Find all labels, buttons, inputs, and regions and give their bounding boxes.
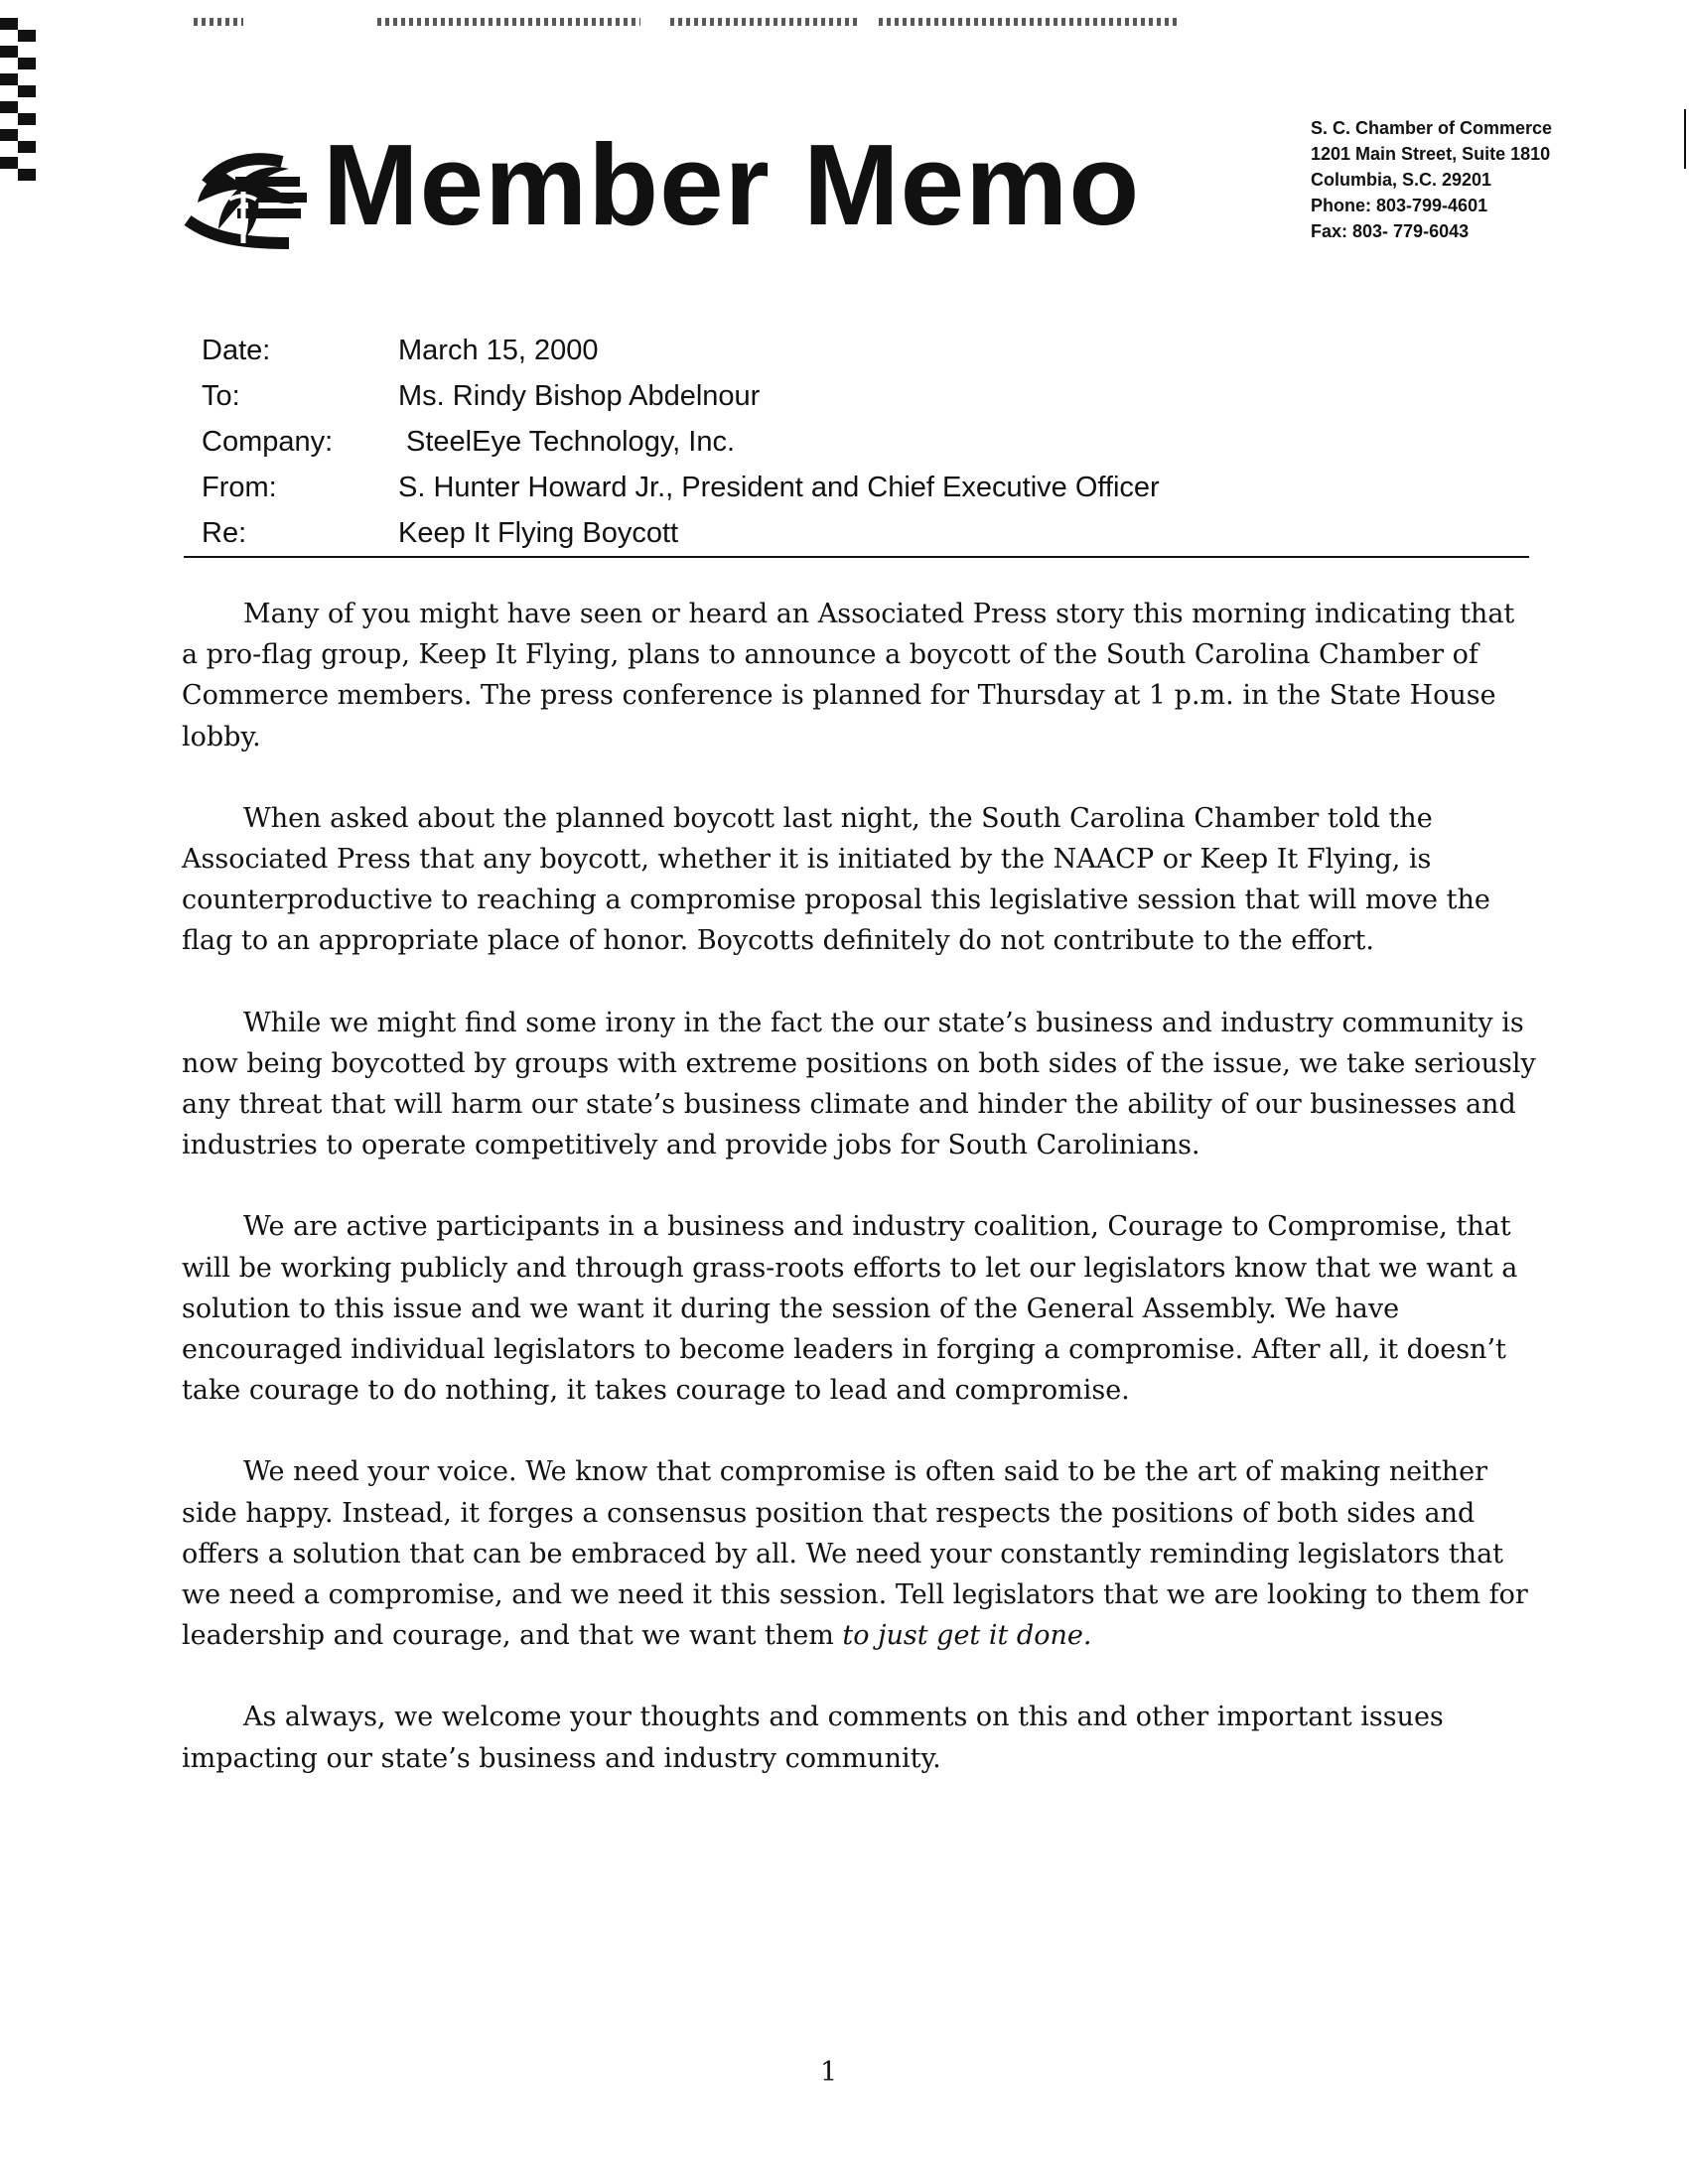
memo-body — [182, 594, 1537, 1820]
organization-name: S. C. Chamber of Commerce — [1311, 118, 1553, 138]
body-paragraph-6: As always, we welcome your thoughts and comments on this and other important issues impacting our state’s business and industry community. — [182, 1702, 1444, 1774]
right-edge-mark — [1684, 109, 1686, 169]
page-number: 1 — [820, 2057, 838, 2088]
to-value: Ms. Rindy Bishop Abdelnour — [398, 380, 761, 412]
body-paragraph-4: We are active participants in a business and industry coalition, Courage to Compromise, that will be working publicly and through grass-roots efforts to let our legislators know that we want a solution to this issue and we want it during the session of the General Assembly. We have encouraged individual legislators to become leaders in forging a compromise. After all, it doesn’t take courage to do nothing, it takes courage to lead and compromise. — [182, 1211, 1518, 1407]
organization-city: Columbia, S.C. 29201 — [1311, 170, 1492, 190]
fax-header-strip — [194, 8, 1206, 36]
date-value: March 15, 2000 — [398, 335, 599, 366]
chamber-address-block — [1311, 115, 1609, 244]
re-label: Re: — [202, 517, 247, 549]
body-paragraph-1: Many of you might have seen or heard an Associated Press story this morning indicating that a pro-flag group, Keep It Flying, plans to announce a boycott of the South Carolina Chamber of Commerce members. The press conference is planned for Thursday at 1 p.m. in the State House lobby. — [182, 599, 1515, 752]
member-memo-title: Member Memo — [323, 120, 1141, 249]
organization-fax: Fax: 803- 779-6043 — [1311, 221, 1470, 241]
organization-street: 1201 Main Street, Suite 1810 — [1311, 144, 1551, 164]
palmetto-logo-icon — [182, 144, 309, 253]
body-paragraph-5 — [182, 1451, 1537, 1656]
from-value: S. Hunter Howard Jr., President and Chief Executive Officer — [398, 472, 1160, 503]
date-label: Date: — [202, 335, 271, 366]
memo-header-divider — [184, 556, 1529, 558]
company-value: SteelEye Technology, Inc. — [406, 426, 736, 458]
company-label: Company: — [202, 426, 334, 458]
organization-phone: Phone: 803-799-4601 — [1311, 196, 1488, 215]
from-label: From: — [202, 472, 277, 503]
re-value: Keep It Flying Boycott — [398, 517, 679, 549]
body-paragraph-5-text: We need your voice. We know that compromise is often said to be the art of making neither side happy. Instead, it forges a consensus position that respects the positions of both sides and offers a solution that can be embraced by all. We need your constantly reminding legislators that we need a compromise, and we need it this session. Tell legislators that we are looking to them for leadership and courage, and that we want them — [182, 1456, 1528, 1652]
binding-marks — [0, 18, 42, 187]
to-label: To: — [202, 380, 240, 412]
body-paragraph-2: When asked about the planned boycott last night, the South Carolina Chamber told the Associated Press that any boycott, whether it is initiated by the NAACP or Keep It Flying, is counterproductive to reaching a compromise proposal this legislative session that will move the flag to an appropriate place of honor. Boycotts definitely do not contribute to the effort. — [182, 802, 1490, 957]
body-paragraph-5-emphasis: to just get it done. — [842, 1620, 1092, 1652]
body-paragraph-3: While we might find some irony in the fact the our state’s business and industry community is now being boycotted by groups with extreme positions on both sides of the issue, we take seriously any threat that will harm our state’s business climate and hinder the ability of our businesses and industries to operate competitively and provide jobs for South Carolinians. — [182, 1007, 1536, 1161]
